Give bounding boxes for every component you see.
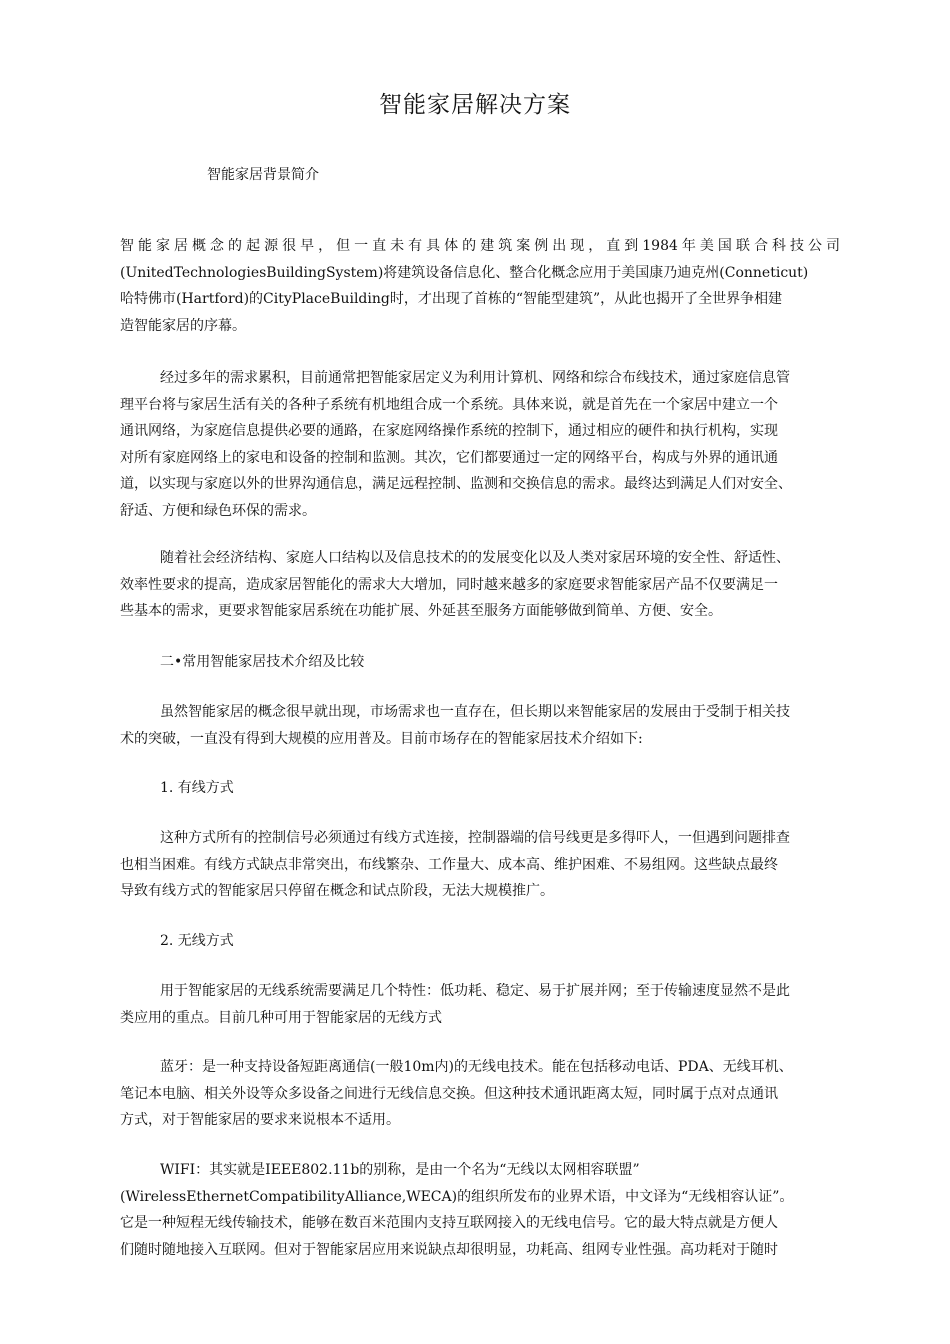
text-line: 蓝牙：是一种支持设备短距离通信(一般10m内)的无线电技术。能在包括移动电话、PDA、无线耳机、 bbox=[160, 1059, 793, 1075]
section-subtitle: 智能家居背景简介 bbox=[207, 167, 319, 183]
text-line: 经过多年的需求累积，目前通常把智能家居定义为利用计算机、网络和综合布线技术，通过家庭信息管 bbox=[160, 370, 790, 386]
paragraph-wired bbox=[120, 825, 840, 905]
text-line: 这种方式所有的控制信号必须通过有线方式连接，控制器端的信号线更是多得吓人，一但遇到问题排查 bbox=[160, 830, 790, 846]
document-title: 智能家居解决方案 bbox=[379, 92, 571, 118]
text-line: 它是一种短程无线传输技术，能够在数百米范围内支持互联网接入的无线电信号。它的最大特点就是方便人 bbox=[120, 1215, 778, 1231]
text-line: 哈特佛市(Hartford)的CityPlaceBuilding时，才出现了首栋的“智能型建筑”，从此也揭开了全世界争相建 bbox=[120, 291, 783, 307]
text-line: 通讯网络，为家庭信息提供必要的通路，在家庭网络操作系统的控制下，通过相应的硬件和执行机构，实现 bbox=[120, 423, 778, 439]
paragraph-definition bbox=[120, 365, 840, 524]
text-line: 们随时随地接入互联网。但对于智能家居应用来说缺点却很明显，功耗高、组网专业性强。高功耗对于随时 bbox=[120, 1241, 778, 1258]
subheading-wireless: 2. 无线方式 bbox=[160, 933, 234, 949]
subheading-wired: 1. 有线方式 bbox=[160, 780, 234, 796]
text-line: 智能家居概念的起源很早，但一直未有具体的建筑案例出现，直到1984年美国联合科技公司 bbox=[120, 238, 840, 254]
text-line: 导致有线方式的智能家居只停留在概念和试点阶段，无法大规模推广。 bbox=[120, 883, 554, 899]
text-line: 道，以实现与家庭以外的世界沟通信息，满足远程控制、监测和交换信息的需求。最终达到满足人们对安全、 bbox=[120, 476, 792, 492]
text-line: 虽然智能家居的概念很早就出现，市场需求也一直存在，但长期以来智能家居的发展由于受制于相关技 bbox=[160, 704, 790, 720]
text-line: 舒适、方便和绿色环保的需求。 bbox=[120, 502, 316, 519]
text-line: 术的突破，一直没有得到大规模的应用普及。目前市场存在的智能家居技术介绍如下: bbox=[120, 730, 643, 747]
text-line: 也相当困难。有线方式缺点非常突出，布线繁杂、工作量大、成本高、维护困难、不易组网。这些缺点最终 bbox=[120, 856, 778, 873]
text-line: WIFI：其实就是IEEE802.11b的别称，是由一个名为“无线以太网相容联盟” bbox=[160, 1162, 640, 1178]
text-line: 方式，对于智能家居的要求来说根本不适用。 bbox=[120, 1112, 400, 1128]
text-line: 随着社会经济结构、家庭人口结构以及信息技术的的发展变化以及人类对家居环境的安全性、舒适性、 bbox=[160, 550, 790, 566]
text-line: 些基本的需求，更要求智能家居系统在功能扩展、外延甚至服务方面能够做到简单、方便、安全。 bbox=[120, 603, 722, 619]
text-line: 用于智能家居的无线系统需要满足几个特性：低功耗、稳定、易于扩展并网；至于传输速度显然不是此 bbox=[160, 983, 790, 999]
paragraph-bluetooth bbox=[120, 1054, 840, 1134]
section-heading-tech: 二•常用智能家居技术介绍及比较 bbox=[160, 654, 365, 670]
paragraph-tech-intro bbox=[120, 699, 840, 752]
text-line: (UnitedTechnologiesBuildingSystem)将建筑设备信息化、整合化概念应用于美国康乃迪克州(Conneticut) bbox=[120, 264, 809, 281]
paragraph-origin bbox=[120, 233, 840, 339]
text-line: 效率性要求的提高，造成家居智能化的需求大大增加，同时越来越多的家庭要求智能家居产品不仅要满足一 bbox=[120, 576, 778, 593]
text-line: 类应用的重点。目前几种可用于智能家居的无线方式 bbox=[120, 1009, 442, 1026]
text-line: 对所有家庭网络上的家电和设备的控制和监测。其次，它们都要通过一定的网络平台，构成与外界的通讯通 bbox=[120, 449, 778, 466]
text-line: 笔记本电脑、相关外设等众多设备之间进行无线信息交换。但这种技术通讯距离太短，同时属于点对点通讯 bbox=[120, 1085, 778, 1102]
paragraph-wifi bbox=[120, 1157, 840, 1263]
text-line: (WirelessEthernetCompatibilityAlliance,WECA)的组织所发布的业界术语，中文译为“无线相容认证”。 bbox=[120, 1188, 794, 1205]
paragraph-wireless bbox=[120, 978, 840, 1031]
paragraph-demand bbox=[120, 545, 840, 625]
text-line: 造智能家居的序幕。 bbox=[120, 317, 246, 334]
text-line: 理平台将与家居生活有关的各种子系统有机地组合成一个系统。具体来说，就是首先在一个家居中建立一个 bbox=[120, 396, 778, 413]
